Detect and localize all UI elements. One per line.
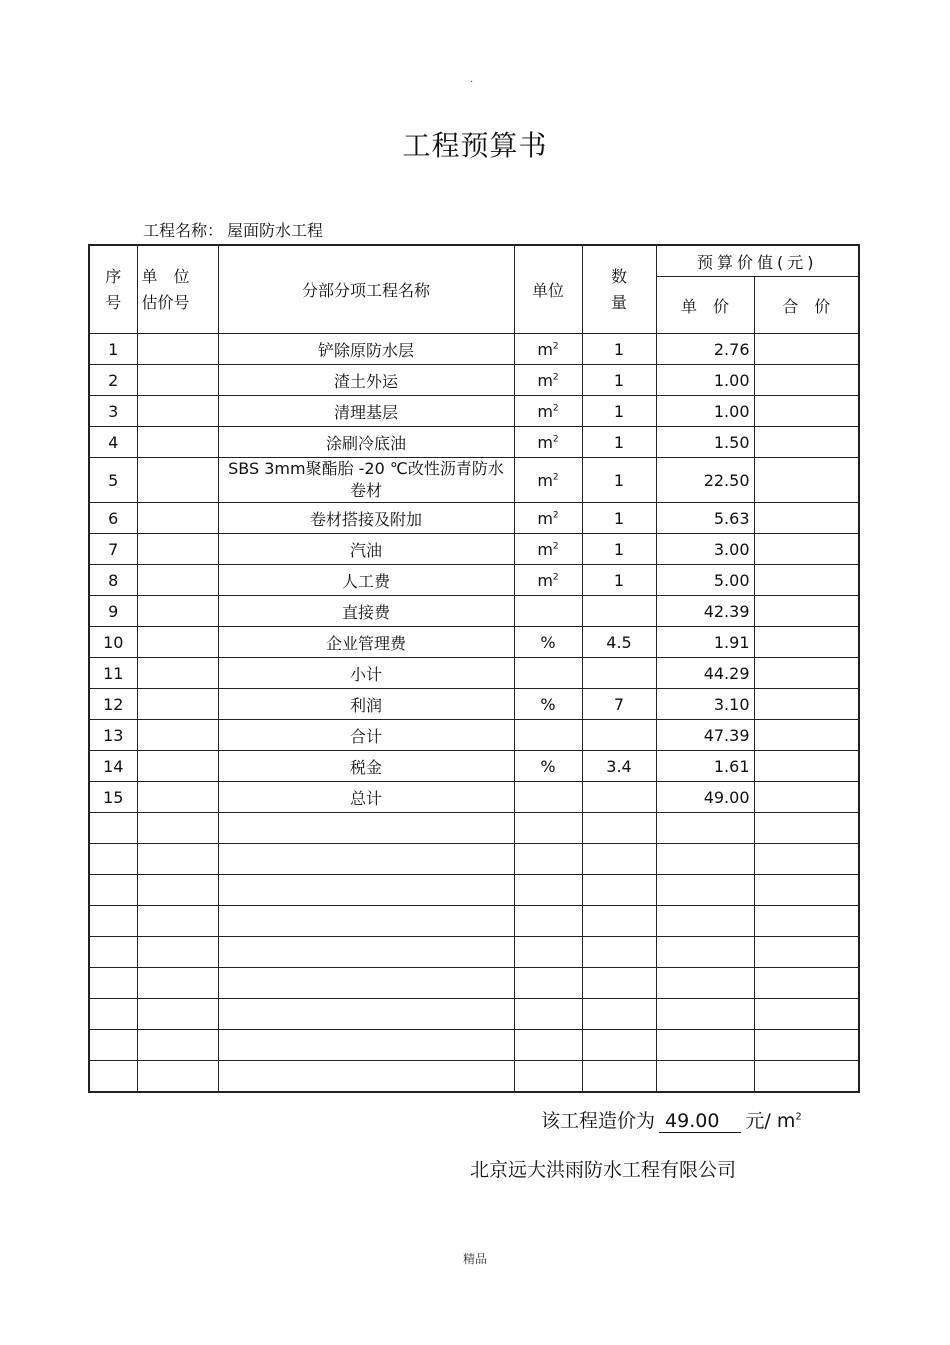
row-unit [514,658,582,689]
empty-cell [89,937,137,968]
unit-text: m [537,401,553,421]
row-quantity: 1 [582,365,656,396]
row-unit-price: 1.50 [656,427,754,458]
row-quantity [582,782,656,813]
unit-superscript: 2 [552,372,559,383]
empty-cell [137,875,218,906]
project-line [143,218,327,241]
empty-cell [582,844,656,875]
row-unit-price: 3.00 [656,534,754,565]
empty-row [89,968,859,999]
table-row [89,565,859,596]
unit-superscript: 2 [552,434,559,445]
footer-mark: 精品 [462,1252,487,1266]
empty-cell [656,937,754,968]
row-unit [514,751,582,782]
row-seq: 13 [89,720,137,751]
header-seq-line2: 号 [105,292,122,312]
row-unit-price: 3.10 [656,689,754,720]
unit-text: m [537,570,553,590]
header-seq-line1: 序 [105,266,122,286]
row-quantity: 1 [582,503,656,534]
empty-cell [754,968,859,999]
row-unit [514,534,582,565]
empty-cell [89,1061,137,1093]
row-quantity [582,720,656,751]
empty-cell [89,875,137,906]
row-total-price [754,503,859,534]
row-quantity [582,596,656,627]
empty-cell [137,906,218,937]
empty-cell [582,937,656,968]
row-seq: 2 [89,365,137,396]
row-unit-price: 49.00 [656,782,754,813]
row-quantity: 1 [582,334,656,365]
empty-row [89,1030,859,1061]
row-unit-price: 5.00 [656,565,754,596]
row-quantity: 3.4 [582,751,656,782]
budget-table [88,244,860,1093]
empty-cell [754,906,859,937]
empty-cell [218,937,514,968]
row-estimate-no [137,627,218,658]
row-quantity: 1 [582,427,656,458]
unit-text: m [537,370,553,390]
row-seq: 10 [89,627,137,658]
row-unit [514,782,582,813]
row-unit-price: 1.61 [656,751,754,782]
row-unit [514,427,582,458]
row-estimate-no [137,782,218,813]
table-row [89,689,859,720]
cost-prefix: 该工程造价为 [541,1110,656,1132]
row-seq: 4 [89,427,137,458]
empty-cell [754,813,859,844]
row-item-name: 汽油 [218,534,514,565]
unit-superscript: 2 [552,472,559,483]
header-item-name: 分部分项工程名称 [218,245,514,334]
row-unit-price: 22.50 [656,458,754,503]
row-item-name: 涂刷冷底油 [218,427,514,458]
row-total-price [754,458,859,503]
empty-cell [514,844,582,875]
unit-text: m [537,539,553,559]
company-name: 北京远大洪雨防水工程有限公司 [470,1159,737,1181]
empty-row [89,844,859,875]
row-estimate-no [137,334,218,365]
row-unit-price: 5.63 [656,503,754,534]
row-total-price [754,658,859,689]
empty-cell [514,875,582,906]
row-estimate-no [137,427,218,458]
empty-cell [218,968,514,999]
empty-cell [89,1030,137,1061]
empty-row [89,906,859,937]
row-quantity: 1 [582,565,656,596]
header-qty-line2: 量 [610,292,627,312]
cost-unit-sup: 2 [795,1111,802,1123]
empty-cell [89,968,137,999]
unit-text: m [537,508,553,528]
row-total-price [754,534,859,565]
row-unit [514,458,582,503]
empty-cell [218,1061,514,1093]
row-total-price [754,689,859,720]
row-item-name: 铲除原防水层 [218,334,514,365]
row-unit-price: 47.39 [656,720,754,751]
empty-cell [89,813,137,844]
row-unit-price: 1.00 [656,365,754,396]
empty-cell [137,1061,218,1093]
header-budget-value: 预算价值(元) [656,245,859,277]
project-label: 工程名称： [143,221,224,240]
header-mark: . [470,74,474,85]
unit-text: m [537,432,553,452]
row-item-name: 企业管理费 [218,627,514,658]
row-item-name: 总计 [218,782,514,813]
empty-cell [582,813,656,844]
row-unit-price: 1.00 [656,396,754,427]
document-title: 工程预算书 [402,129,548,162]
table-row [89,751,859,782]
row-estimate-no [137,565,218,596]
row-unit-price: 44.29 [656,658,754,689]
table-row [89,427,859,458]
unit-superscript: 2 [552,572,559,583]
header-qty-line1: 数 [610,266,627,286]
cost-line [541,1106,802,1133]
unit-text: % [540,694,556,714]
row-seq: 8 [89,565,137,596]
empty-cell [514,906,582,937]
cost-unit: 元/ m [745,1110,796,1132]
row-total-price [754,427,859,458]
unit-superscript: 2 [552,541,559,552]
empty-cell [218,1030,514,1061]
row-estimate-no [137,365,218,396]
table-row [89,458,859,503]
row-estimate-no [137,503,218,534]
empty-cell [514,813,582,844]
table-row [89,365,859,396]
row-seq: 9 [89,596,137,627]
empty-cell [89,999,137,1030]
row-seq: 7 [89,534,137,565]
empty-cell [754,1030,859,1061]
empty-cell [514,1030,582,1061]
row-item-name: 渣土外运 [218,365,514,396]
table-row [89,627,859,658]
unit-text: m [537,339,553,359]
row-seq: 5 [89,458,137,503]
header-unit-price: 单 价 [656,277,754,334]
row-unit [514,503,582,534]
cost-value: 49.00 [659,1110,741,1133]
table-row [89,503,859,534]
empty-cell [514,937,582,968]
empty-cell [582,906,656,937]
empty-cell [514,999,582,1030]
row-seq: 11 [89,658,137,689]
row-item-name: 直接费 [218,596,514,627]
header-seq [89,245,137,334]
row-unit [514,689,582,720]
header-quantity [582,245,656,334]
empty-cell [656,813,754,844]
empty-cell [218,906,514,937]
row-seq: 1 [89,334,137,365]
empty-cell [754,937,859,968]
unit-text: % [540,632,556,652]
table-row [89,596,859,627]
row-item-name: 人工费 [218,565,514,596]
table-row [89,396,859,427]
row-estimate-no [137,751,218,782]
empty-cell [137,1030,218,1061]
row-item-name: 小计 [218,658,514,689]
row-estimate-no [137,396,218,427]
empty-row [89,1061,859,1093]
empty-cell [754,999,859,1030]
empty-cell [754,875,859,906]
unit-superscript: 2 [552,341,559,352]
row-unit [514,596,582,627]
empty-cell [137,999,218,1030]
row-estimate-no [137,658,218,689]
row-unit [514,720,582,751]
header-estimate-no [137,245,218,334]
unit-superscript: 2 [552,510,559,521]
row-quantity: 4.5 [582,627,656,658]
row-item-name: 利润 [218,689,514,720]
row-total-price [754,365,859,396]
row-unit [514,565,582,596]
row-unit [514,334,582,365]
empty-cell [656,1030,754,1061]
row-total-price [754,782,859,813]
row-item-name: 合计 [218,720,514,751]
empty-cell [218,875,514,906]
row-seq: 14 [89,751,137,782]
table-row [89,720,859,751]
empty-cell [656,875,754,906]
row-quantity: 7 [582,689,656,720]
project-name: 屋面防水工程 [227,221,324,240]
header-total-price: 合 价 [754,277,859,334]
row-estimate-no [137,534,218,565]
empty-cell [514,968,582,999]
row-estimate-no [137,720,218,751]
row-estimate-no [137,458,218,503]
unit-text: % [540,756,556,776]
row-unit-price: 42.39 [656,596,754,627]
empty-cell [582,1030,656,1061]
row-estimate-no [137,596,218,627]
row-item-name: SBS 3mm聚酯胎 -20 ℃改性沥青防水卷材 [218,458,514,503]
table-row [89,782,859,813]
row-total-price [754,627,859,658]
row-unit-price: 2.76 [656,334,754,365]
empty-row [89,813,859,844]
row-quantity: 1 [582,396,656,427]
empty-cell [218,813,514,844]
empty-cell [656,906,754,937]
row-quantity: 1 [582,458,656,503]
empty-cell [89,844,137,875]
row-seq: 3 [89,396,137,427]
table-row [89,334,859,365]
table-row [89,658,859,689]
empty-cell [137,844,218,875]
empty-cell [137,813,218,844]
row-item-name: 税金 [218,751,514,782]
header-est-line1: 单 位 [141,266,190,286]
row-total-price [754,720,859,751]
empty-cell [582,999,656,1030]
empty-cell [89,906,137,937]
row-seq: 6 [89,503,137,534]
row-total-price [754,334,859,365]
table-row [89,534,859,565]
empty-cell [582,1061,656,1093]
row-quantity: 1 [582,534,656,565]
empty-cell [514,1061,582,1093]
header-unit: 单位 [514,245,582,334]
empty-cell [137,968,218,999]
row-unit-price: 1.91 [656,627,754,658]
header-est-line2: 估价号 [141,292,190,312]
empty-cell [582,968,656,999]
row-unit [514,396,582,427]
header-row [89,245,859,277]
row-item-name: 清理基层 [218,396,514,427]
unit-superscript: 2 [552,403,559,414]
row-total-price [754,565,859,596]
row-total-price [754,751,859,782]
row-seq: 15 [89,782,137,813]
empty-row [89,999,859,1030]
row-estimate-no [137,689,218,720]
row-item-name: 卷材搭接及附加 [218,503,514,534]
empty-cell [218,999,514,1030]
empty-cell [754,844,859,875]
row-unit [514,627,582,658]
empty-row [89,875,859,906]
row-quantity [582,658,656,689]
row-unit [514,365,582,396]
unit-text: m [537,470,553,490]
empty-cell [218,844,514,875]
empty-cell [137,937,218,968]
empty-cell [582,875,656,906]
row-total-price [754,396,859,427]
empty-cell [656,999,754,1030]
empty-cell [656,844,754,875]
empty-cell [754,1061,859,1093]
row-total-price [754,596,859,627]
empty-cell [656,968,754,999]
row-seq: 12 [89,689,137,720]
empty-cell [656,1061,754,1093]
empty-row [89,937,859,968]
